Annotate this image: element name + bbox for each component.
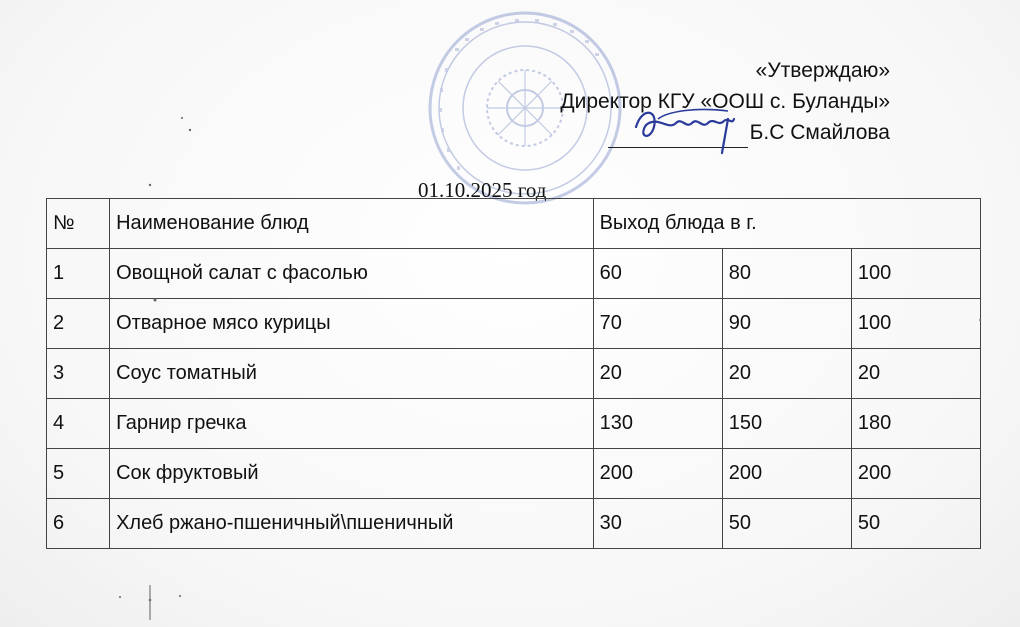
cell-portion-1: 200 bbox=[593, 449, 722, 499]
header-portion-weight: Выход блюда в г. bbox=[593, 199, 980, 249]
approval-title: «Утверждаю» bbox=[755, 59, 890, 82]
cell-dish-name: Овощной салат с фасолью bbox=[110, 249, 594, 299]
cell-dish-name: Гарнир гречка bbox=[110, 399, 594, 449]
cell-portion-1: 60 bbox=[593, 249, 722, 299]
cell-portion-3: 180 bbox=[851, 399, 980, 449]
cell-portion-2: 150 bbox=[722, 399, 851, 449]
cell-portion-3: 200 bbox=[851, 449, 980, 499]
cell-number: 2 bbox=[47, 299, 110, 349]
cell-dish-name: Сок фруктовый bbox=[110, 449, 594, 499]
cell-portion-2: 50 bbox=[722, 499, 851, 549]
cell-portion-2: 20 bbox=[722, 349, 851, 399]
cell-dish-name: Отварное мясо курицы bbox=[110, 299, 594, 349]
cell-number: 6 bbox=[47, 499, 110, 549]
cell-portion-1: 30 bbox=[593, 499, 722, 549]
cell-dish-name: Соус томатный bbox=[110, 349, 594, 399]
cell-portion-2: 80 bbox=[722, 249, 851, 299]
cell-number: 4 bbox=[47, 399, 110, 449]
cell-portion-2: 90 bbox=[722, 299, 851, 349]
cell-portion-1: 20 bbox=[593, 349, 722, 399]
header-number: № bbox=[47, 199, 110, 249]
cell-portion-1: 70 bbox=[593, 299, 722, 349]
cell-portion-3: 50 bbox=[851, 499, 980, 549]
cell-portion-3: 100 bbox=[851, 299, 980, 349]
cell-portion-2: 200 bbox=[722, 449, 851, 499]
director-name: Б.С Смайлова bbox=[749, 121, 890, 144]
cell-number: 5 bbox=[47, 449, 110, 499]
cell-portion-3: 100 bbox=[851, 249, 980, 299]
cell-portion-3: 20 bbox=[851, 349, 980, 399]
cell-dish-name: Хлеб ржано-пшеничный\пшеничный bbox=[110, 499, 594, 549]
cell-number: 3 bbox=[47, 349, 110, 399]
cell-portion-1: 130 bbox=[593, 399, 722, 449]
document-date: 01.10.2025 год bbox=[418, 178, 547, 202]
cell-number: 1 bbox=[47, 249, 110, 299]
approval-position: Директор КГУ «ООШ с. Буланды» bbox=[560, 90, 890, 113]
header-dish-name: Наименование блюд bbox=[110, 199, 594, 249]
